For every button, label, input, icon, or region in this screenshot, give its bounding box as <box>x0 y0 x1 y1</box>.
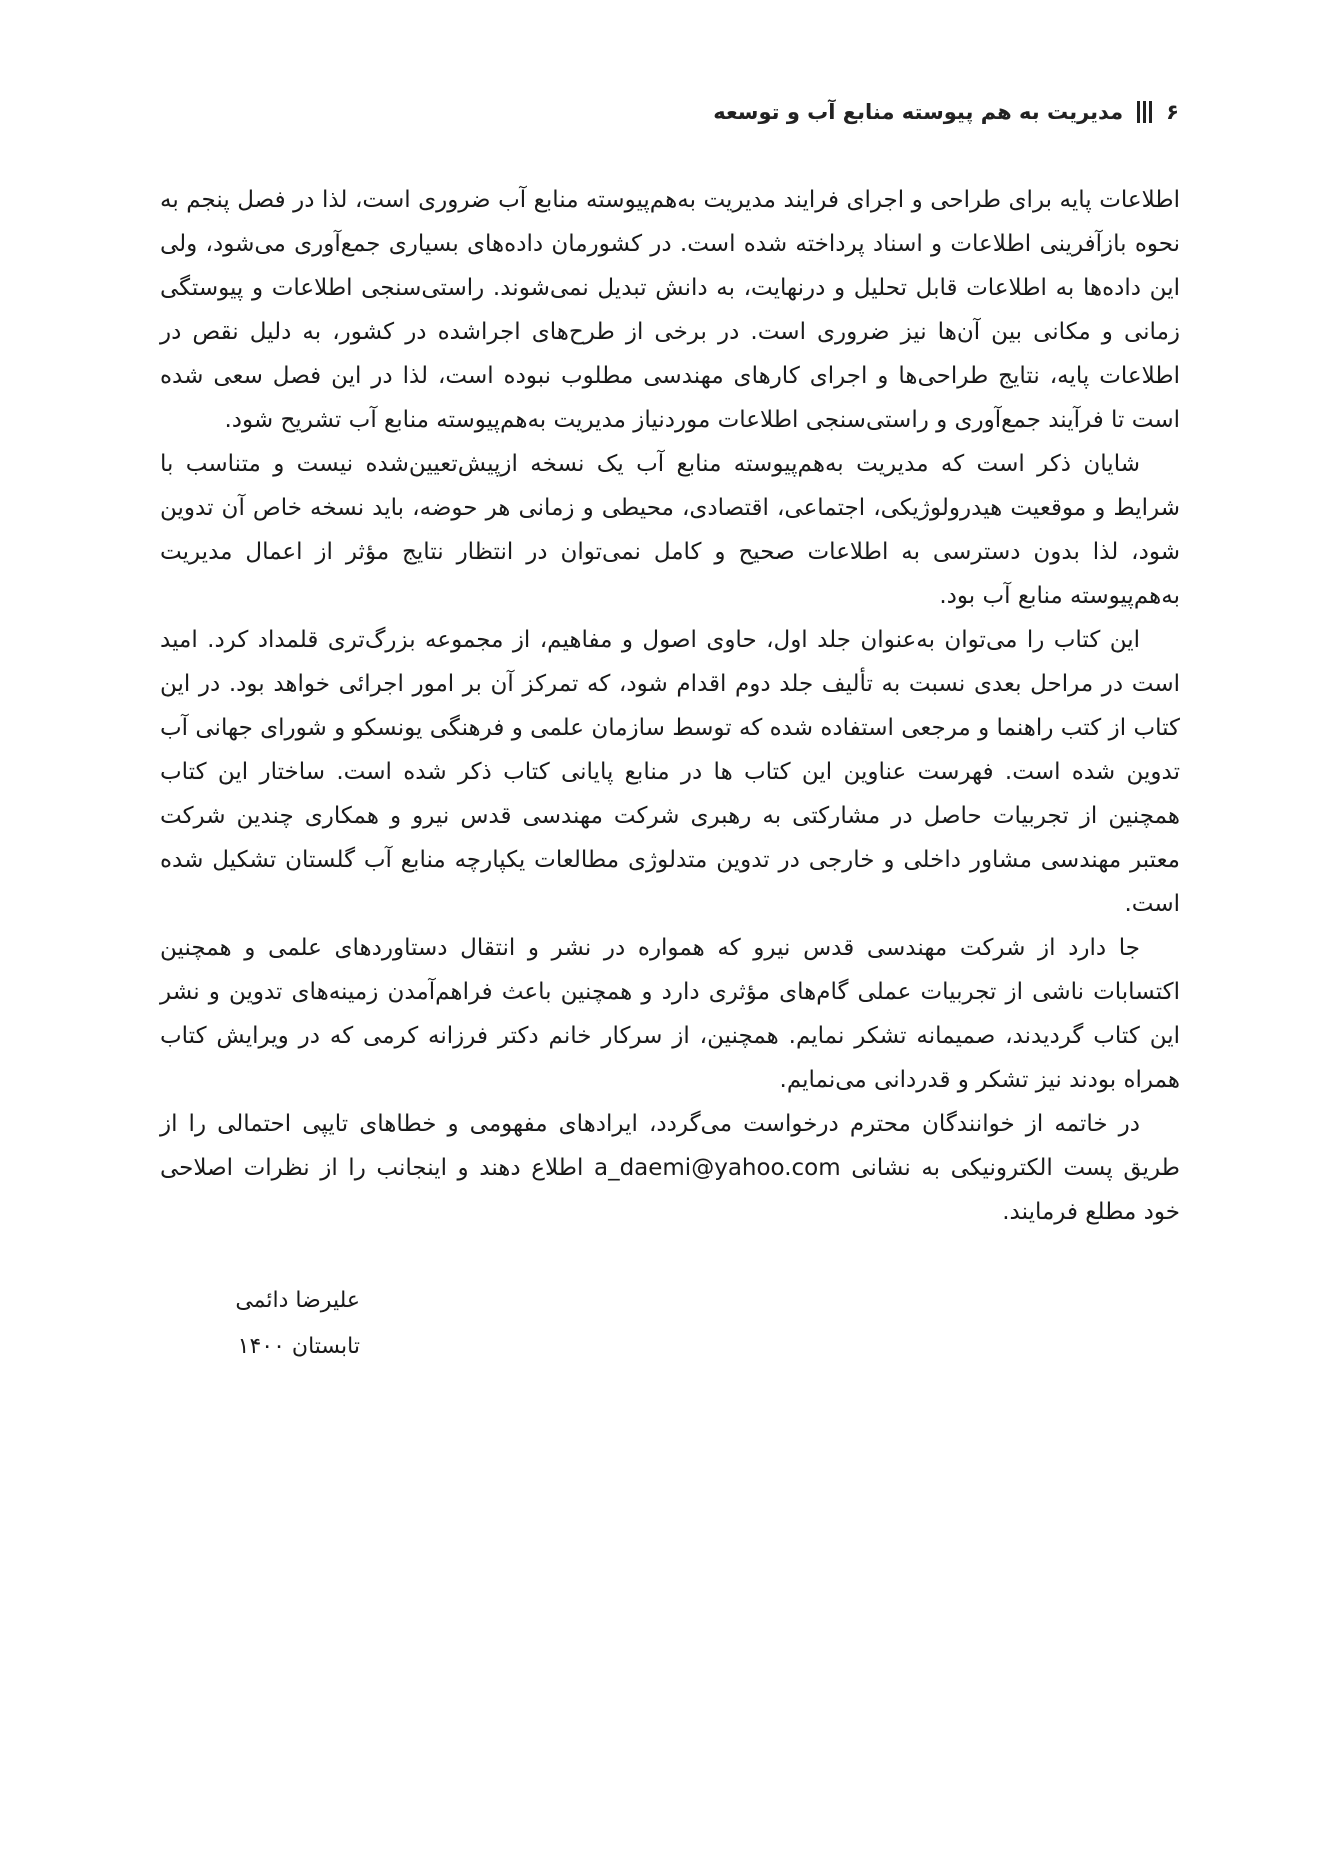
header-divider-icon <box>1137 101 1152 123</box>
header-title: مدیریت به هم پیوسته منابع آب و توسعه <box>713 100 1124 124</box>
author-name: علیرضا دائمی <box>235 1288 360 1313</box>
running-header <box>713 100 1179 124</box>
paragraph: این کتاب را می‌توان به‌عنوان جلد اول، حاوی اصول و مفاهیم، از مجموعه بزرگ‌تری قلمداد کرد. امید است در مراحل بعدی نسبت به تألیف جلد دوم اقدام شود، که تمرکز آن بر امور اجرائی خواهد بود. در این کتاب از کتب راهنما و مرجعی استفاده شده که توسط سازمان علمی و فرهنگی یونسکو و شورای جهانی آب تدوین شده است. فهرست عناوین این کتاب ها در منابع پایانی کتاب ذکر شده است. ساختار این کتاب همچنین از تجربیات حاصل در مشارکتی به رهبری شرکت مهندسی قدس نیرو و همکاری چندین شرکت معتبر مهندسی مشاور داخلی و خارجی در تدوین متدلوژی مطالعات یکپارچه منابع آب گلستان تشکیل شده است. <box>160 627 1180 917</box>
page-number: ۶ <box>1166 100 1179 124</box>
body-text <box>160 178 1180 1234</box>
paragraph: شایان ذکر است که مدیریت به‌هم‌پیوسته منابع آب یک نسخه ازپیش‌تعیین‌شده نیست و متناسب با شرایط و موقعیت هیدرولوژیکی، اجتماعی، اقتصادی، محیطی و زمانی هر حوضه، باید نسخه خاص آن تدوین شود، لذا بدون دسترسی به اطلاعات صحیح و کامل نمی‌توان در انتظار نتایج مؤثر از اعمال مدیریت به‌هم‌پیوسته منابع آب بود. <box>160 451 1180 609</box>
paragraph: اطلاعات پایه برای طراحی و اجرای فرایند مدیریت به‌هم‌پیوسته منابع آب ضروری است، لذا در فصل پنجم به نحوه بازآفرینی اطلاعات و اسناد پرداخته شده است. در کشورمان داده‌های بسیاری جمع‌آوری می‌شود، ولی این داده‌ها به اطلاعات قابل تحلیل و درنهایت، به دانش تبدیل نمی‌شوند. راستی‌سنجی اطلاعات و پیوستگی زمانی و مکانی بین آن‌ها نیز ضروری است. در برخی از طرح‌های اجراشده در کشور، به دلیل نقص در اطلاعات پایه، نتایج طراحی‌ها و اجرای کارهای مهندسی مطلوب نبوده است، لذا در این فصل سعی شده است تا فرآیند جمع‌آوری و راستی‌سنجی اطلاعات موردنیاز مدیریت به‌هم‌پیوسته منابع آب تشریح شود. <box>160 187 1180 433</box>
paragraph: جا دارد از شرکت مهندسی قدس نیرو که همواره در نشر و انتقال دستاوردهای علمی و همچنین اکتسابات ناشی از تجربیات عملی گام‌های مؤثری دارد و همچنین باعث فراهم‌آمدن زمینه‌های تدوین و نشر این کتاب گردیدند، صمیمانه تشکر نمایم. همچنین، از سرکار خانم دکتر فرزانه کرمی که در ویرایش کتاب همراه بودند نیز تشکر و قدردانی می‌نمایم. <box>160 935 1180 1093</box>
signature-date: تابستان ۱۴۰۰ <box>237 1334 360 1359</box>
paragraph: در خاتمه از خوانندگان محترم درخواست می‌گردد، ایرادهای مفهومی و خطاهای تایپی احتمالی را از طریق پست الکترونیکی به نشانی a_daemi@yahoo.com اطلاع دهند و اینجانب را از نظرات اصلاحی خود مطلع فرمایند. <box>160 1111 1180 1225</box>
signature-block <box>160 1278 360 1370</box>
